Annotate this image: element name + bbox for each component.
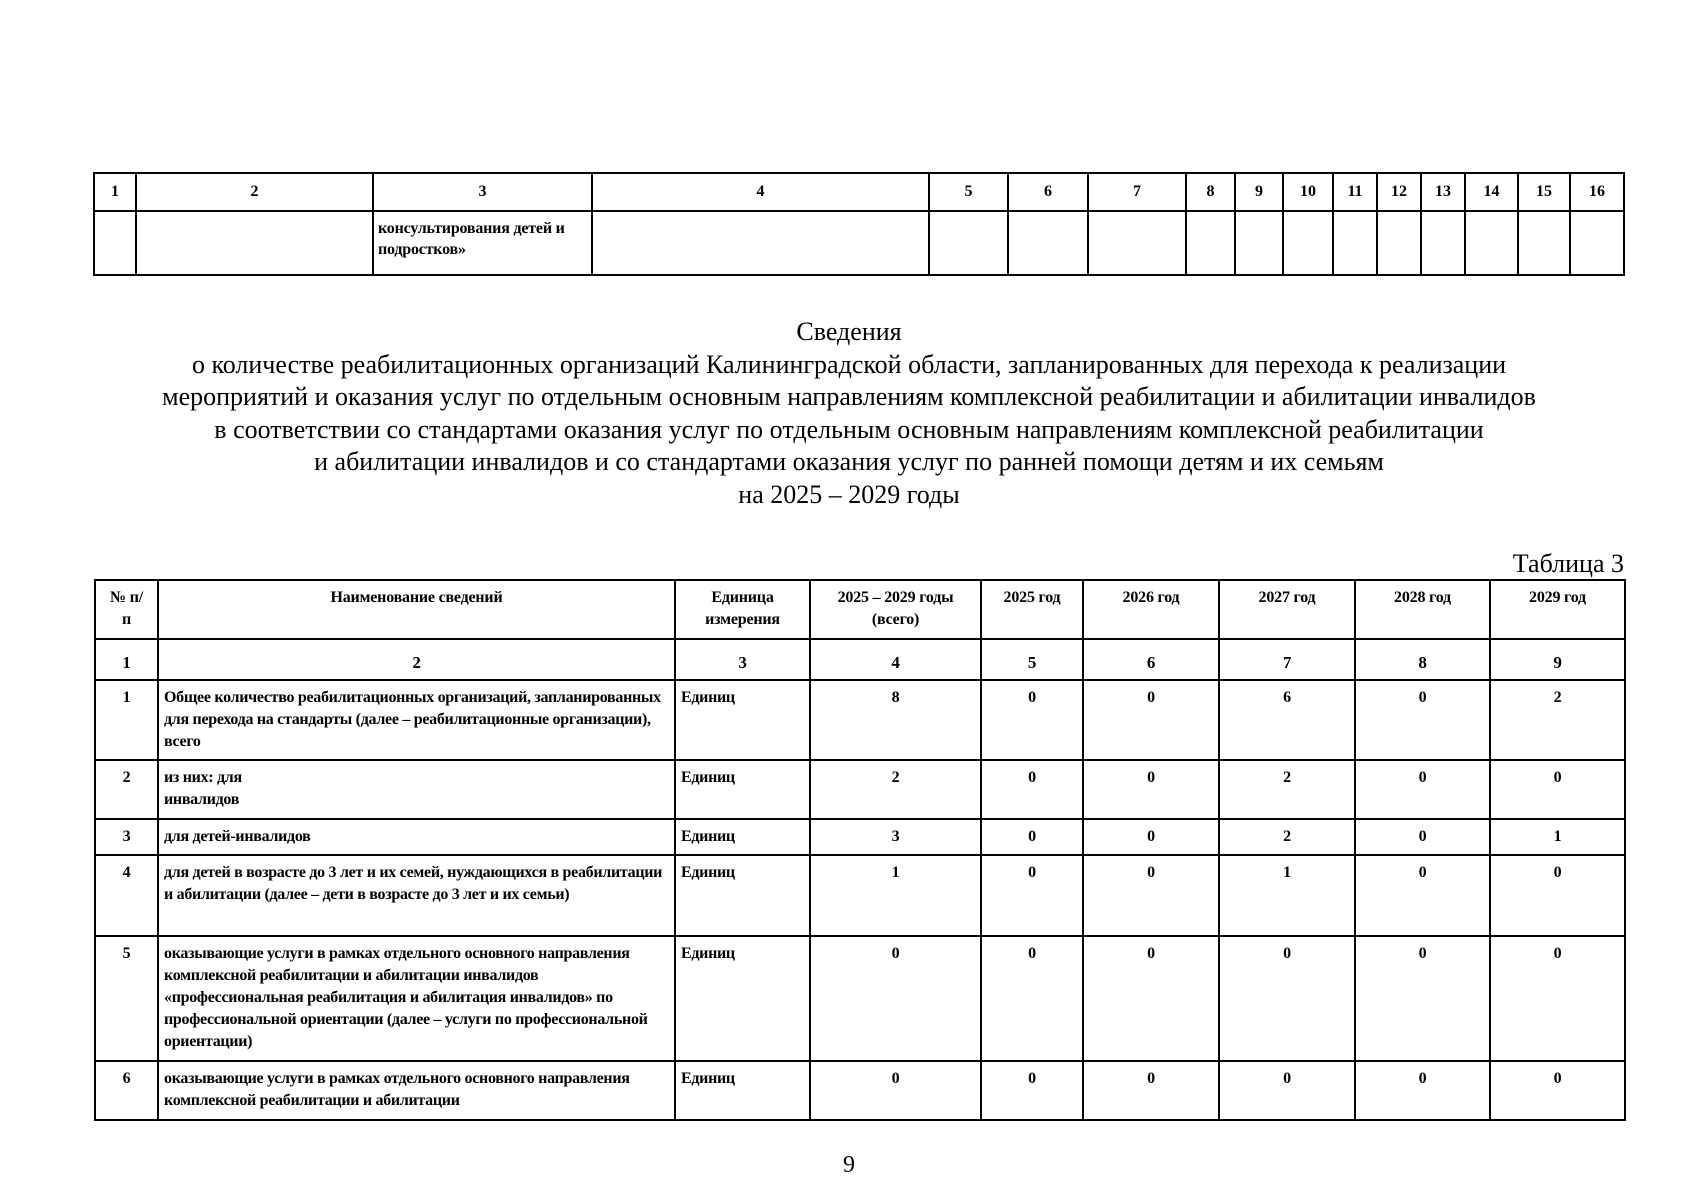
column-number: 3 (675, 639, 810, 680)
table-cell (592, 211, 929, 275)
header-cell: 2028 год (1355, 580, 1490, 639)
value-2029: 0 (1490, 936, 1625, 1061)
column-number: 3 (373, 173, 592, 211)
value-2028: 0 (1355, 936, 1490, 1061)
column-number: 2 (136, 173, 373, 211)
column-number: 6 (1083, 639, 1219, 680)
heading-line: мероприятий и оказания услуг по отдельным основным направлениям комплексной реабилитации и абилитации инвалидов (162, 382, 1536, 411)
value-2029: 0 (1490, 760, 1625, 819)
column-number: 16 (1570, 173, 1624, 211)
table-row (95, 936, 1625, 1061)
column-number: 13 (1421, 173, 1465, 211)
row-name: для детей в возрасте до 3 лет и их семей, нуждающихся в реабилитации и абилитации (далее – дети в возрасте до 3 лет и их семьи) (158, 855, 675, 936)
table-cell (1186, 211, 1235, 275)
header-cell: Наименование сведений (158, 580, 675, 639)
table-cell (1465, 211, 1518, 275)
table-cell (1333, 211, 1377, 275)
table-row (95, 855, 1625, 936)
column-number: 11 (1333, 173, 1377, 211)
value-total: 1 (810, 855, 981, 936)
value-2028: 0 (1355, 760, 1490, 819)
value-2027: 6 (1219, 680, 1355, 760)
value-2025: 0 (981, 855, 1083, 936)
row-number: 6 (95, 1061, 158, 1120)
heading-line: в соответствии со стандартами оказания услуг по отдельным основным направлениям комплексной реабилитации (214, 414, 1484, 444)
value-2028: 0 (1355, 1061, 1490, 1120)
row-unit: Единиц (675, 1061, 810, 1120)
value-total: 3 (810, 819, 981, 855)
column-number: 4 (592, 173, 929, 211)
column-number: 5 (929, 173, 1008, 211)
table-cell (136, 211, 373, 275)
page-number: 9 (843, 1152, 855, 1178)
column-number: 6 (1008, 173, 1088, 211)
column-number: 4 (810, 639, 981, 680)
value-2026: 0 (1083, 760, 1219, 819)
value-2025: 0 (981, 936, 1083, 1061)
header-cell: 2025 – 2029 годы (всего) (810, 580, 981, 639)
row-unit: Единиц (675, 936, 810, 1061)
value-2028: 0 (1355, 819, 1490, 855)
value-total: 2 (810, 760, 981, 819)
table-cell (1518, 211, 1570, 275)
row-unit: Единиц (675, 819, 810, 855)
column-number: 1 (95, 639, 158, 680)
table-cell (1088, 211, 1186, 275)
row-number: 5 (95, 936, 158, 1061)
row-name: Общее количество реабилитационных организаций, запланированных для перехода на стандарты (далее – реабилитационные организации), всего (158, 680, 675, 760)
value-2028: 0 (1355, 680, 1490, 760)
header-cell: 2025 год (981, 580, 1083, 639)
column-number: 10 (1283, 173, 1333, 211)
column-number: 7 (1088, 173, 1186, 211)
header-cell: 2029 год (1490, 580, 1625, 639)
row-unit: Единиц (675, 680, 810, 760)
value-2027: 0 (1219, 936, 1355, 1061)
table-row (95, 680, 1625, 760)
row-name: для детей-инвалидов (158, 819, 675, 855)
value-2029: 0 (1490, 855, 1625, 936)
header-cell: № п/п (95, 580, 158, 639)
value-total: 0 (810, 1061, 981, 1120)
table-row (95, 819, 1625, 855)
column-numbers-row (95, 639, 1625, 680)
table-cell (1570, 211, 1624, 275)
column-number: 9 (1235, 173, 1283, 211)
row-name: из них: для инвалидов (158, 760, 675, 819)
table-cell (94, 211, 136, 275)
value-2029: 0 (1490, 1061, 1625, 1120)
continuation-row (94, 211, 1624, 275)
table-row (95, 1061, 1625, 1120)
column-number: 14 (1465, 173, 1518, 211)
table-cell (1008, 211, 1088, 275)
heading-title: Сведения (796, 317, 902, 346)
value-2027: 2 (1219, 819, 1355, 855)
continuation-table (93, 172, 1625, 276)
table-cell (1235, 211, 1283, 275)
table-cell (1421, 211, 1465, 275)
value-total: 0 (810, 936, 981, 1061)
column-number: 12 (1377, 173, 1421, 211)
value-2029: 2 (1490, 680, 1625, 760)
table-cell (1377, 211, 1421, 275)
table-row (95, 760, 1625, 819)
column-number: 2 (158, 639, 675, 680)
header-row (95, 580, 1625, 639)
main-table (94, 579, 1626, 1121)
table-label: Таблица 3 (1512, 549, 1624, 578)
column-number: 15 (1518, 173, 1570, 211)
document-heading (60, 316, 1638, 511)
value-2025: 0 (981, 819, 1083, 855)
header-cell: Единица измерения (675, 580, 810, 639)
value-2026: 0 (1083, 936, 1219, 1061)
row-number: 4 (95, 855, 158, 936)
continuation-header-row (94, 173, 1624, 211)
table-cell (1283, 211, 1333, 275)
header-cell: 2026 год (1083, 580, 1219, 639)
column-number: 8 (1186, 173, 1235, 211)
row-name: оказывающие услуги в рамках отдельного основного направления комплексной реабилитации и абилитации (158, 1061, 675, 1120)
row-number: 3 (95, 819, 158, 855)
column-number: 9 (1490, 639, 1625, 680)
value-2028: 0 (1355, 855, 1490, 936)
value-2026: 0 (1083, 855, 1219, 936)
value-2025: 0 (981, 1061, 1083, 1120)
table-cell (929, 211, 1008, 275)
value-2027: 2 (1219, 760, 1355, 819)
row-number: 1 (95, 680, 158, 760)
heading-line: на 2025 – 2029 годы (738, 479, 960, 509)
heading-line: и абилитации инвалидов и со стандартами оказания услуг по ранней помощи детям и их семьям (314, 447, 1384, 476)
row-name: оказывающие услуги в рамках отдельного основного направления комплексной реабилитации и абилитации инвалидов «профессиональная реабилитация и абилитация инвалидов» по профессиональной ориентации (далее – услуги по профессиональной ориентации) (158, 936, 675, 1061)
column-number: 1 (94, 173, 136, 211)
column-number: 7 (1219, 639, 1355, 680)
row-unit: Единиц (675, 855, 810, 936)
value-2026: 0 (1083, 1061, 1219, 1120)
value-2025: 0 (981, 680, 1083, 760)
column-number: 8 (1355, 639, 1490, 680)
column-number: 5 (981, 639, 1083, 680)
value-2027: 1 (1219, 855, 1355, 936)
header-cell: 2027 год (1219, 580, 1355, 639)
value-2026: 0 (1083, 680, 1219, 760)
row-unit: Единиц (675, 760, 810, 819)
value-total: 8 (810, 680, 981, 760)
value-2027: 0 (1219, 1061, 1355, 1120)
heading-line: о количестве реабилитационных организаций Калининградской области, запланированных для перехода к реализации (191, 349, 1507, 379)
value-2029: 1 (1490, 819, 1625, 855)
value-2025: 0 (981, 760, 1083, 819)
value-2026: 0 (1083, 819, 1219, 855)
row-number: 2 (95, 760, 158, 819)
table-cell: консультирования детей и подростков» (373, 211, 592, 275)
